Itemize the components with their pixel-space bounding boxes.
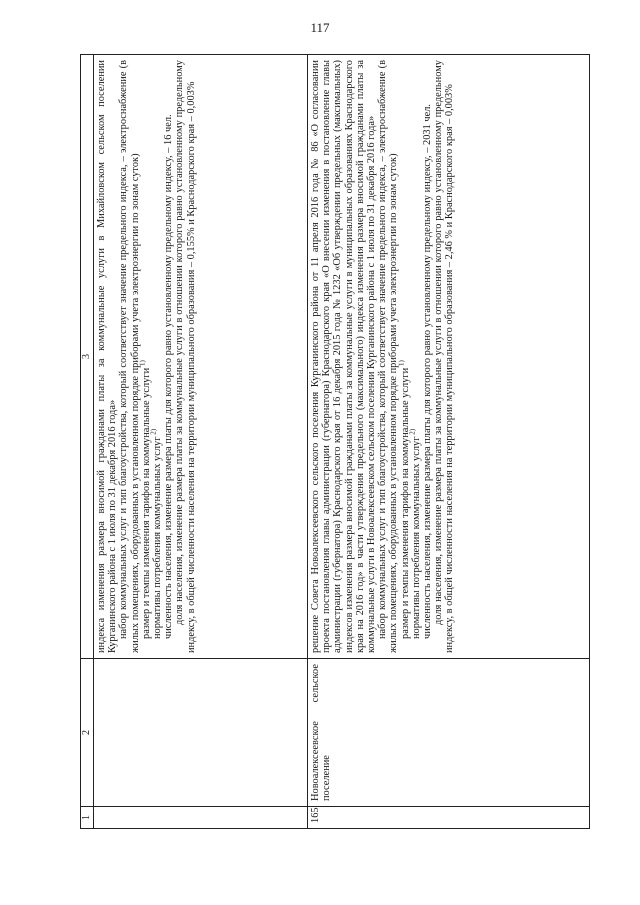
paragraph-text: размер и темпы изменения тарифов на коммунальные услуги <box>140 367 152 639</box>
paragraph-text: нормативы потребления коммунальных услуг <box>410 436 422 639</box>
description-paragraph <box>397 60 411 653</box>
description-paragraph <box>377 60 399 653</box>
rotated-table-frame <box>80 55 590 829</box>
footnote-marker: 1) <box>138 360 147 368</box>
description-paragraph <box>149 60 164 653</box>
rotated-table <box>80 55 590 829</box>
header-col-3: 3 <box>81 55 94 659</box>
description-paragraph <box>163 60 174 653</box>
data-table <box>80 54 590 829</box>
description-paragraph <box>138 60 152 653</box>
description-cell <box>308 55 590 659</box>
row-number-cell: 165 <box>308 807 590 829</box>
paragraph-text: размер и темпы изменения тарифов на коммунальные услуги <box>399 367 411 639</box>
description-cell <box>94 55 308 659</box>
description-paragraph <box>433 60 455 653</box>
table-row <box>94 55 308 829</box>
paragraph-text: набор коммунальных услуг и тип благоустройства, который соответствует значение предельного индекса, – электроснабжение (в жилых помещениях, оборудованных в установленном порядке приборами учета электроэнергии по зонам суток) <box>377 60 400 653</box>
paragraph-text: численность населения, изменение размера платы для которого равно установленному предельному индексу, – 16 чел. <box>163 114 175 639</box>
footnote-marker: 2) <box>408 428 417 437</box>
page-number: 117 <box>310 20 330 35</box>
description-paragraph <box>422 60 433 653</box>
header-col-1: 1 <box>81 807 94 829</box>
description-paragraph <box>310 60 377 653</box>
table-row <box>308 55 590 829</box>
description-paragraph <box>408 60 422 653</box>
paragraph-text: доля населения, изменение размера платы за коммунальные услуги в отношении которого равно установленному предельному индексу, в общей численности населения на территории муниципального образования – 0,155% и Краснодарского края – 0,003% <box>174 60 197 653</box>
paragraph-text: численность населения, изменение размера платы для которого равно установленному предельному индексу, – 2031 чел. <box>422 103 434 639</box>
description-paragraph <box>96 60 118 653</box>
row-number-cell <box>94 807 308 829</box>
description-paragraph <box>174 60 196 653</box>
footnote-marker: 2) <box>149 428 158 437</box>
paragraph-text: набор коммунальных услуг и тип благоустройства, который соответствует значение предельного индекса, – электроснабжение (в жилых помещениях, оборудованных в установленном порядке приборами учета электроэнергии по зонам суток) <box>118 60 141 653</box>
header-row <box>81 55 94 829</box>
header-col-2: 2 <box>81 659 94 807</box>
settlement-cell: Новоалексеевское сельское поселение <box>308 659 590 807</box>
settlement-cell <box>94 659 308 807</box>
footnote-marker: 1) <box>397 360 406 368</box>
paragraph-text: доля населения, изменение размера платы за коммунальные услуги в отношении которого равно установленному предельному индексу, в общей численности населения на территории муниципального образования – 2,46 % и Краснодарского края – 0,003% <box>433 60 456 653</box>
paragraph-text: решение Совета Новоалексеевского сельского поселения Курганинского района от 11 апреля 2016 года № 86 «О согласовании проекта постановления главы администрации (губернатора) Краснодарского края «О внесении изменения в постановление главы администрации (губернатора) Краснодарского края от 16 декабря 2015 года № 1232 «Об утверждении предельных (максимальных) индексов изменения размера вносимой гражданами платы за коммунальные услуги в муниципальных образованиях Краснодарского края на 2016 год» в части утверждения предельного (максимального) индекса изменения размера вносимой гражданами платы за коммунальные услуги в Новоалексеевском сельском поселении Курганинского района с 1 июля по 31 декабря 2016 года» <box>310 60 378 653</box>
paragraph-text: нормативы потребления коммунальных услуг <box>152 436 164 639</box>
description-paragraph <box>118 60 140 653</box>
paragraph-text: индекса изменения размера вносимой гражданами платы за коммунальные услуги в Михайловском сельском поселении Курганинского района с 1 июля по 31 декабря 2016 года» <box>96 60 119 653</box>
